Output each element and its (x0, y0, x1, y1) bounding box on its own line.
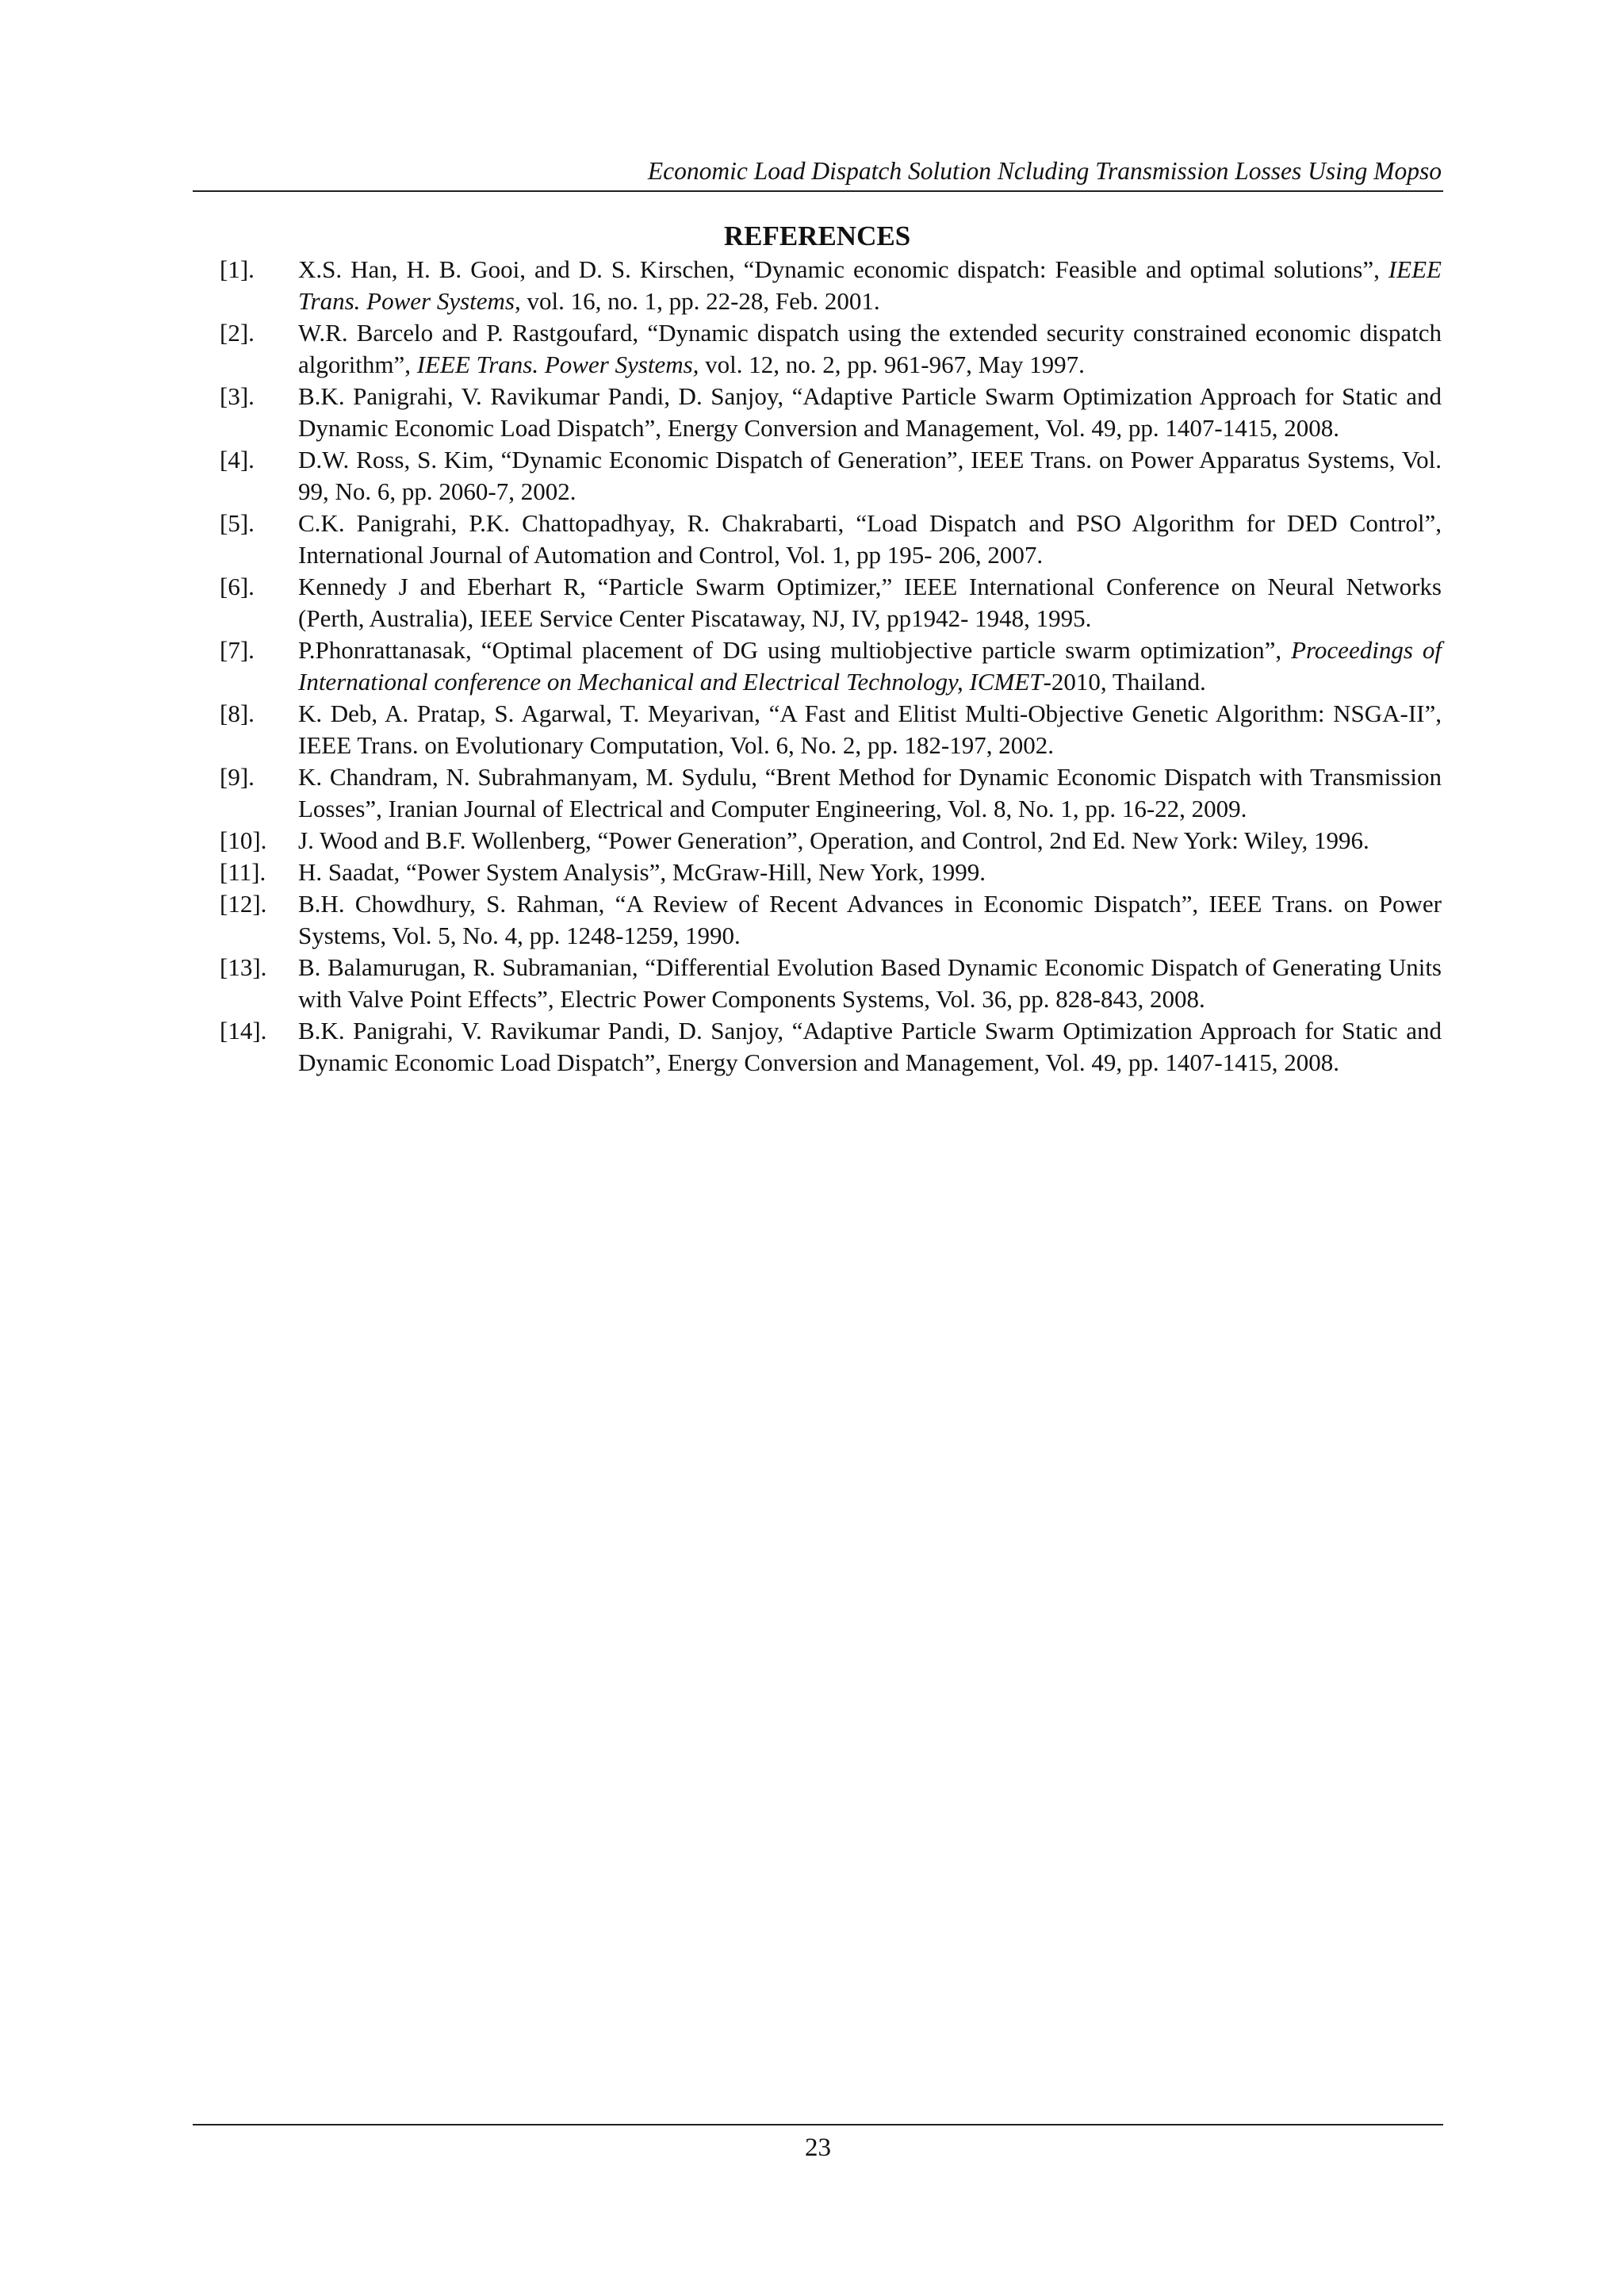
reference-number: [3]. (220, 382, 255, 410)
reference-entry (220, 952, 1442, 1015)
reference-number: [12]. (220, 890, 267, 918)
reference-entry (220, 761, 1442, 825)
reference-number: [7]. (220, 636, 255, 664)
reference-text-segment: K. Chandram, N. Subrahmanyam, M. Sydulu, “Brent Method for Dynamic Economic Dispatch with Transmission Losses”, Iranian Journal of Electrical and Computer Engineering, Vol. 8, No. 1, pp. 16-22, 2009. (298, 763, 1442, 822)
reference-source-italic: Proceedings of International conference on Mechanical and Electrical Technology, ICMET (298, 636, 1442, 696)
reference-entry (220, 634, 1442, 698)
reference-text (298, 888, 1442, 952)
reference-entry (220, 381, 1442, 444)
reference-entry (220, 857, 1442, 888)
reference-number: [9]. (220, 763, 255, 791)
reference-text-segment: P.Phonrattanasak, “Optimal placement of DG using multiobjective particle swarm optimization”, (298, 636, 1292, 664)
reference-entry (220, 571, 1442, 634)
reference-entry (220, 254, 1442, 317)
reference-text (298, 825, 1442, 857)
reference-text-segment: C.K. Panigrahi, P.K. Chattopadhyay, R. Chakrabarti, “Load Dispatch and PSO Algorithm for DED Control”, International Journal of Automation and Control, Vol. 1, pp 195- 206, 2007. (298, 509, 1442, 569)
reference-text-segment: X.S. Han, H. B. Gooi, and D. S. Kirschen, “Dynamic economic dispatch: Feasible and optimal solutions”, (298, 255, 1388, 283)
reference-text-segment: B.H. Chowdhury, S. Rahman, “A Review of Recent Advances in Economic Dispatch”, IEEE Trans. on Power Systems, Vol. 5, No. 4, pp. 1248-1259, 1990. (298, 890, 1442, 949)
reference-entry (220, 508, 1442, 571)
reference-text (298, 254, 1442, 317)
reference-text-segment: W.R. Barcelo and P. Rastgoufard, “Dynamic dispatch using the extended security constrained economic dispatch algorithm”, (298, 319, 1442, 378)
reference-text (298, 317, 1442, 381)
reference-text (298, 444, 1442, 508)
reference-text-segment: B.K. Panigrahi, V. Ravikumar Pandi, D. Sanjoy, “Adaptive Particle Swarm Optimization Approach for Static and Dynamic Economic Load Dispatch”, Energy Conversion and Management, Vol. 49, pp. 1407-1415, 2008. (298, 382, 1442, 442)
reference-number: [6]. (220, 573, 255, 600)
reference-number: [8]. (220, 700, 255, 727)
reference-text (298, 381, 1442, 444)
page-number: 23 (805, 2133, 831, 2162)
references-heading: REFERENCES (723, 220, 911, 251)
reference-number: [13]. (220, 953, 267, 981)
footer-rule (193, 2124, 1443, 2125)
reference-text-segment: vol. 12, no. 2, pp. 961-967, May 1997. (699, 351, 1085, 378)
reference-text (298, 857, 1442, 888)
reference-number: [5]. (220, 509, 255, 537)
reference-number: [14]. (220, 1017, 267, 1045)
reference-number: [1]. (220, 255, 255, 283)
reference-entry (220, 698, 1442, 761)
reference-entry (220, 1015, 1442, 1079)
reference-text (298, 761, 1442, 825)
reference-text-segment: K. Deb, A. Pratap, S. Agarwal, T. Meyarivan, “A Fast and Elitist Multi-Objective Genetic Algorithm: NSGA-II”, IEEE Trans. on Evolutionary Computation, Vol. 6, No. 2, pp. 182-197, 2002. (298, 700, 1442, 759)
reference-list (220, 254, 1442, 1079)
reference-entry (220, 888, 1442, 952)
reference-text (298, 952, 1442, 1015)
reference-text-segment: H. Saadat, “Power System Analysis”, McGraw-Hill, New York, 1999. (298, 858, 986, 886)
reference-text-segment: B. Balamurugan, R. Subramanian, “Differential Evolution Based Dynamic Economic Dispatch of Generating Units with Valve Point Effects”, Electric Power Components Systems, Vol. 36, pp. 828-843, 2008. (298, 953, 1442, 1013)
reference-source-italic: IEEE Trans. Power Systems, (298, 255, 1442, 315)
reference-text (298, 1015, 1442, 1079)
reference-text (298, 634, 1442, 698)
reference-text (298, 508, 1442, 571)
reference-text (298, 571, 1442, 634)
reference-number: [4]. (220, 446, 255, 473)
reference-number: [11]. (220, 858, 266, 886)
reference-number: [2]. (220, 319, 255, 347)
reference-text (298, 698, 1442, 761)
reference-text-segment: B.K. Panigrahi, V. Ravikumar Pandi, D. Sanjoy, “Adaptive Particle Swarm Optimization Approach for Static and Dynamic Economic Load Dispatch”, Energy Conversion and Management, Vol. 49, pp. 1407-1415, 2008. (298, 1017, 1442, 1076)
reference-entry (220, 317, 1442, 381)
reference-text-segment: D.W. Ross, S. Kim, “Dynamic Economic Dispatch of Generation”, IEEE Trans. on Power Apparatus Systems, Vol. 99, No. 6, pp. 2060-7, 2002. (298, 446, 1442, 505)
reference-entry (220, 825, 1442, 857)
reference-text-segment: Kennedy J and Eberhart R, “Particle Swarm Optimizer,” IEEE International Conference on Neural Networks (Perth, Australia), IEEE Service Center Piscataway, NJ, IV, pp1942- 1948, 1995. (298, 573, 1442, 632)
running-title: Economic Load Dispatch Solution Ncluding Transmission Losses Using Mopso (647, 157, 1442, 185)
reference-source-italic: IEEE Trans. Power Systems, (416, 351, 699, 378)
header-rule (193, 190, 1443, 192)
reference-text-segment: vol. 16, no. 1, pp. 22-28, Feb. 2001. (520, 287, 880, 315)
reference-entry (220, 444, 1442, 508)
reference-text-segment: J. Wood and B.F. Wollenberg, “Power Generation”, Operation, and Control, 2nd Ed. New York: Wiley, 1996. (298, 826, 1369, 854)
reference-number: [10]. (220, 826, 267, 854)
reference-text-segment: -2010, Thailand. (1043, 668, 1206, 696)
